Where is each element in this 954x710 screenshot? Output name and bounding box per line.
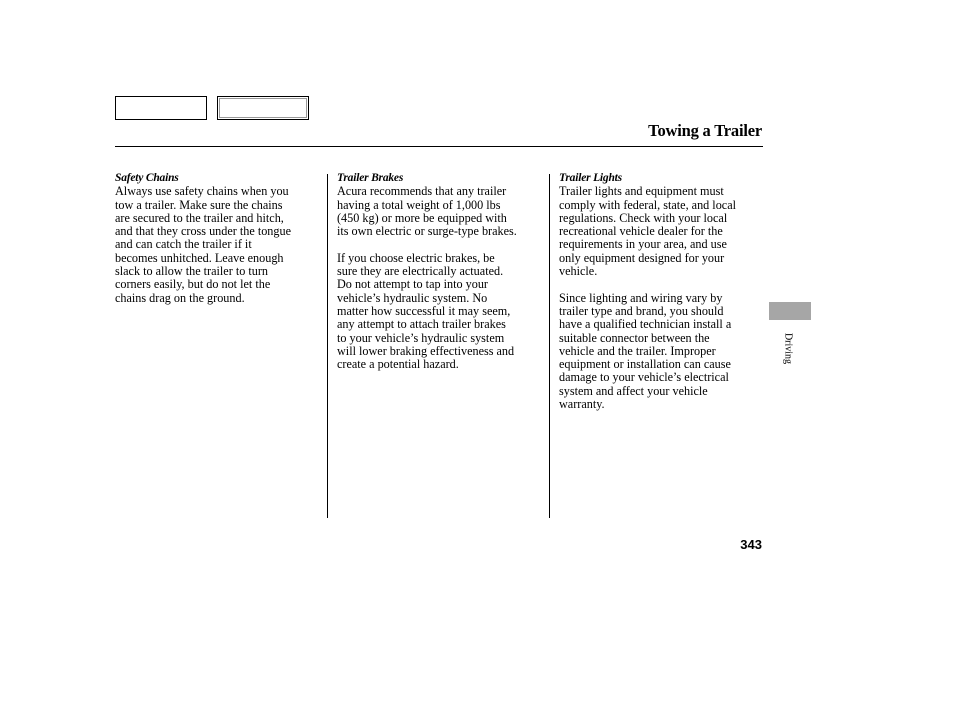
column-safety-chains: [115, 172, 320, 318]
section-heading: Trailer Brakes: [337, 172, 404, 184]
section-tab-label: Driving: [782, 332, 794, 365]
column-trailer-brakes: [337, 172, 542, 385]
page-number: 343: [740, 537, 762, 552]
nav-button-main-menu[interactable]: [115, 96, 207, 120]
column-divider: [327, 174, 328, 518]
section-heading: Trailer Lights: [559, 172, 622, 184]
nav-button-table-of-contents[interactable]: [217, 96, 309, 120]
column-divider: [549, 174, 550, 518]
paragraph: Always use safety chains when you tow a trailer. Make sure the chains are secured to the trailer and hitch, and that they cross under the tongue and can catch the trailer if it becomes unhitched. Leave enough slack to allow the trailer to turn corners easily, but do not let the chains drag on the ground.: [115, 184, 291, 305]
section-heading: Safety Chains: [115, 172, 179, 184]
paragraph: Trailer lights and equipment must comply with federal, state, and local regulations. Check with your local recreational vehicle dealer for the requirements in your area, and use only equipment designed for your vehicle.: [559, 184, 736, 279]
paragraph: If you choose electric brakes, be sure they are electrically actuated. Do not attempt to tap into your vehicle’s hydraulic system. No matter how successful it may seem, any attempt to attach trailer brakes to your vehicle’s hydraulic system will lower braking effectiveness and create a potential hazard.: [337, 250, 515, 372]
title-rule: [115, 146, 763, 147]
paragraph: Acura recommends that any trailer having a total weight of 1,000 lbs (450 kg) or more be equipped with its own electric or surge-type brakes.: [337, 184, 517, 239]
column-trailer-lights: [559, 172, 759, 425]
page-title: Towing a Trailer: [648, 121, 762, 140]
paragraph: Since lighting and wiring vary by trailer type and brand, you should have a qualified technician install a suitable connector between the vehicle and the trailer. Improper equipment or installation can cause damage to your vehicle’s electrical system and affect your vehicle warranty.: [559, 290, 732, 412]
section-tab-driving[interactable]: [769, 302, 811, 320]
